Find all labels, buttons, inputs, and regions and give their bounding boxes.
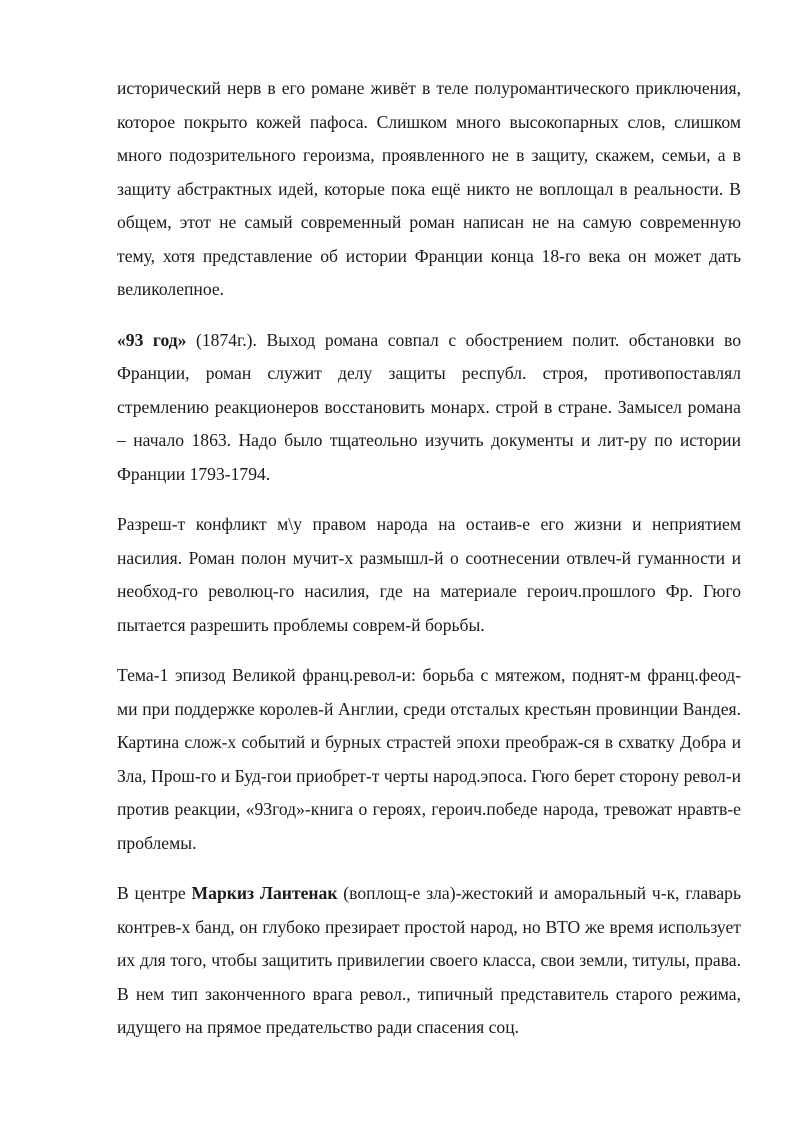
novel-title-bold: «93 год» [117,329,187,350]
paragraph-5-text: (воплощ-е зла)-жестокий и аморальный ч-к, главарь контрев-х банд, он глубоко презирает простой народ, но ВТО же время использует их для того, чтобы защитить привилегии своего класса, свои земли, титулы, права. В нем тип законченного врага револ., типичный представитель старого режима, идущего на прямое предательство ради спасения соц. [117,883,742,1037]
paragraph-5 [117,877,741,1045]
paragraph-3: Разреш-т конфликт м\у правом народа на остаив-е его жизни и неприятием насилия. Роман полон мучит-х размышл-й о соотнесении отвлеч-й гуманности и необход-го революц-го насилия, где на материале героич.прошлого Фр. Гюго пытается разрешить проблемы соврем-й борьбы. [117,514,741,635]
paragraph-2-text: (1874г.). Выход романа совпал с обострением полит. обстановки во Франции, роман служит делу защиты республ. строя, противопоставлял стремлению реакционеров восстановить монарх. строй в стране. Замысел романа – начало 1863. Надо было тщатеольно изучить документы и лит-ру по истории Франции 1793-1794. [117,329,742,484]
paragraph-2 [117,324,741,492]
paragraph-1: исторический нерв в его романе живёт в теле полуромантического приключения, которое покрыто кожей пафоса. Слишком много высокопарных слов, слишком много подозрительного героизма, проявленного не в защиту, скажем, семьи, а в защиту абстрактных идей, которые пока ещё никто не воплощал в реальности. В общем, этот не самый современный роман написан не на самую современную тему, хотя представление об истории Франции конца 18-го века он может дать великолепное. [117,78,741,299]
character-name-bold: Маркиз Лантенак [191,883,338,903]
paragraph-5-lead: В центре [117,883,192,903]
document-body [117,72,741,1062]
paragraph-4: Тема-1 эпизод Великой франц.револ-и: борьба с мятежом, поднят-м франц.феод-ми при поддержке королев-й Англии, среди отсталых крестьян провинции Вандея. Картина слож-х событий и бурных страстей эпохи преображ-ся в схватку Добра и Зла, Прош-го и Буд-гои приобрет-т черты народ.эпоса. Гюго берет сторону револ-и против реакции, «93год»-книга о героях, героич.победе народа, тревожат нравтв-е проблемы. [117,665,741,853]
